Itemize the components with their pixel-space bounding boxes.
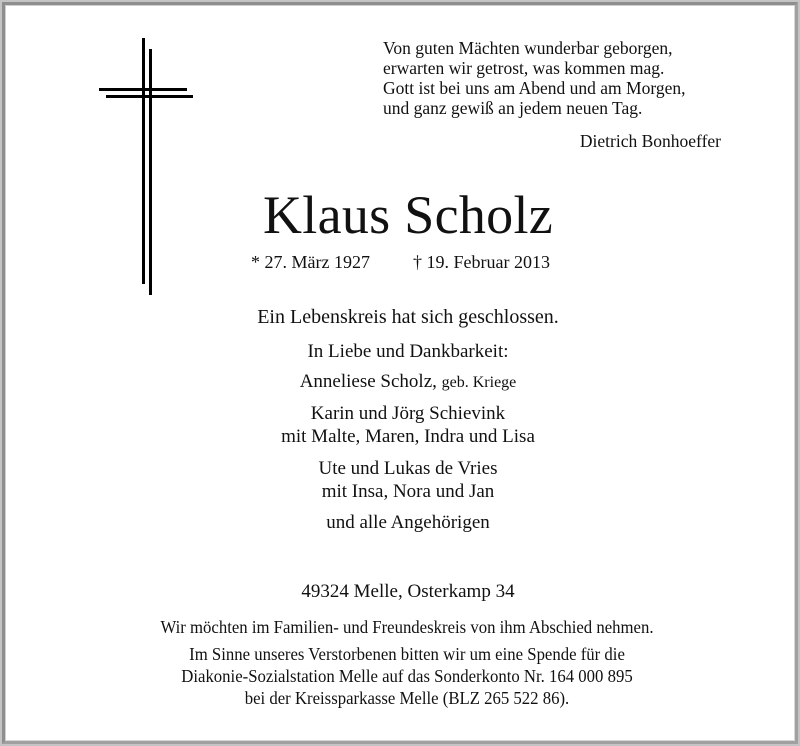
poem-author: Dietrich Bonhoeffer xyxy=(579,131,721,151)
family-1-children: mit Malte, Maren, Indra und Lisa xyxy=(281,426,535,447)
cross-horizontal-front xyxy=(99,88,187,91)
poem-line: Gott ist bei uns am Abend und am Morgen, xyxy=(383,78,686,98)
widow-name: Anneliese Scholz, xyxy=(299,371,437,392)
cross-vertical-back xyxy=(149,49,152,295)
donation-line: Im Sinne unseres Verstorbenen bitten wir um eine Spende für die xyxy=(189,644,625,664)
poem-line: und ganz gewiß an jedem neuen Tag. xyxy=(383,98,643,118)
family-2-names: Ute und Lukas de Vries xyxy=(318,458,498,479)
motto-text: Ein Lebenskreis hat sich geschlossen. xyxy=(257,306,559,328)
family-2-children: mit Insa, Nora und Jan xyxy=(321,481,495,502)
poem-quote xyxy=(383,38,686,118)
family-1-names: Karin und Jörg Schievink xyxy=(310,403,506,424)
other-relatives: und alle Angehörigen xyxy=(326,512,490,533)
deceased-name: Klaus Scholz xyxy=(262,185,554,245)
cross-vertical-front xyxy=(142,38,145,284)
death-date: † 19. Februar 2013 xyxy=(413,252,550,272)
poem-line: erwarten wir getrost, was kommen mag. xyxy=(383,58,665,78)
birth-date: * 27. März 1927 xyxy=(251,252,370,272)
poem-line: Von guten Mächten wunderbar geborgen, xyxy=(383,38,673,58)
widow-line xyxy=(8,372,800,391)
cross-horizontal-back xyxy=(106,95,193,98)
address: 49324 Melle, Osterkamp 34 xyxy=(301,581,515,602)
farewell-note: Wir möchten im Familien- und Freundeskreis von ihm Abschied nehmen. xyxy=(160,617,654,637)
widow-maiden-name: geb. Kriege xyxy=(441,374,517,391)
donation-line: bei der Kreissparkasse Melle (BLZ 265 522 86). xyxy=(244,688,570,708)
donation-line: Diakonie-Sozialstation Melle auf das Sonderkonto Nr. 164 000 895 xyxy=(181,666,633,686)
mourners-intro: In Liebe und Dankbarkeit: xyxy=(307,341,509,362)
